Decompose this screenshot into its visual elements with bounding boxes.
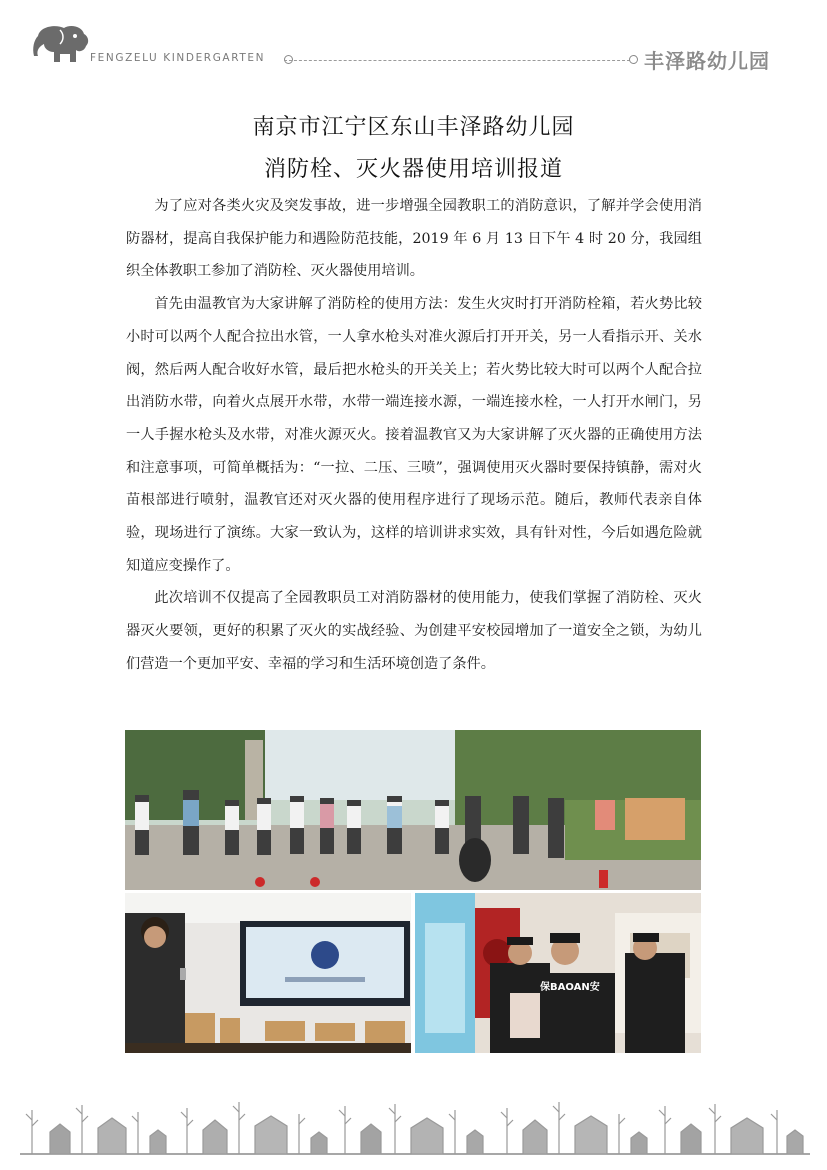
photo-fire-hydrant-demo bbox=[415, 893, 701, 1053]
line-dot-right bbox=[629, 55, 638, 64]
guard-jacket-label: 保BAOAN安 bbox=[540, 982, 600, 993]
photo-classroom-screen bbox=[125, 893, 411, 1053]
header-dashed-line bbox=[284, 60, 630, 61]
paragraph-2: 首先由温教官为大家讲解了消防栓的使用方法：发生火灾时打开消防栓箱，若火势比较小时可以两个人配合拉出水管，一人拿水枪头对准火源后打开开关，另一人看指示开、关水阀，然后两人配合收好水管，最后把水枪头的开关关上；若火势比较大时可以两个人配合拉出消防水带，向着火点展开水带，水带一端连接水源，一端连接水栓，一人打开水闸门，另一人手握水枪头及水带，对准火源灭火。接着温教官又为大家讲解了灭火器的正确使用方法和注意事项，可简单概括为：“一拉、二压、三喷”，强调使用灭火器时要保持镇静，需对火苗根部进行喷射，温教官还对灭火器的使用程序进行了现场示范。随后，教师代表亲自体验，现场进行了演练。大家一致认为，这样的培训讲求实效，具有针对性，今后如遇危险就知道应变操作了。 bbox=[126, 296, 702, 574]
document-title: 南京市江宁区东山丰泽路幼儿园 bbox=[252, 115, 575, 140]
brand-english-name: FENGZELU KINDERGARTEN bbox=[90, 52, 266, 64]
photo-collage bbox=[125, 730, 701, 1053]
page-header bbox=[0, 0, 827, 90]
brand-chinese-name: 丰泽路幼儿园 bbox=[644, 49, 770, 73]
footer-trees-houses-decoration bbox=[20, 1090, 810, 1160]
photo-outdoor-training bbox=[125, 730, 701, 890]
paragraph-1: 为了应对各类火灾及突发事故，进一步增强全园教职工的消防意识，了解并学会使用消防器材，提高自我保护能力和遇险防范技能，2019 年 6 月 13 日下午 4 时 20 分，我园组织全体教职工参加了消防栓、灭火器使用培训。 bbox=[126, 198, 702, 280]
elephant-logo-icon bbox=[30, 22, 94, 68]
document-subtitle: 消防栓、灭火器使用培训报道 bbox=[263, 157, 563, 182]
paragraph-3: 此次培训不仅提高了全园教职员工对消防器材的使用能力，使我们掌握了消防栓、灭火器灭火要领，更好的积累了灭火的实战经验、为创建平安校园增加了一道安全之锁，为幼儿们营造一个更加平安、幸福的学习和生活环境创造了条件。 bbox=[126, 590, 702, 672]
article-body bbox=[126, 190, 702, 681]
